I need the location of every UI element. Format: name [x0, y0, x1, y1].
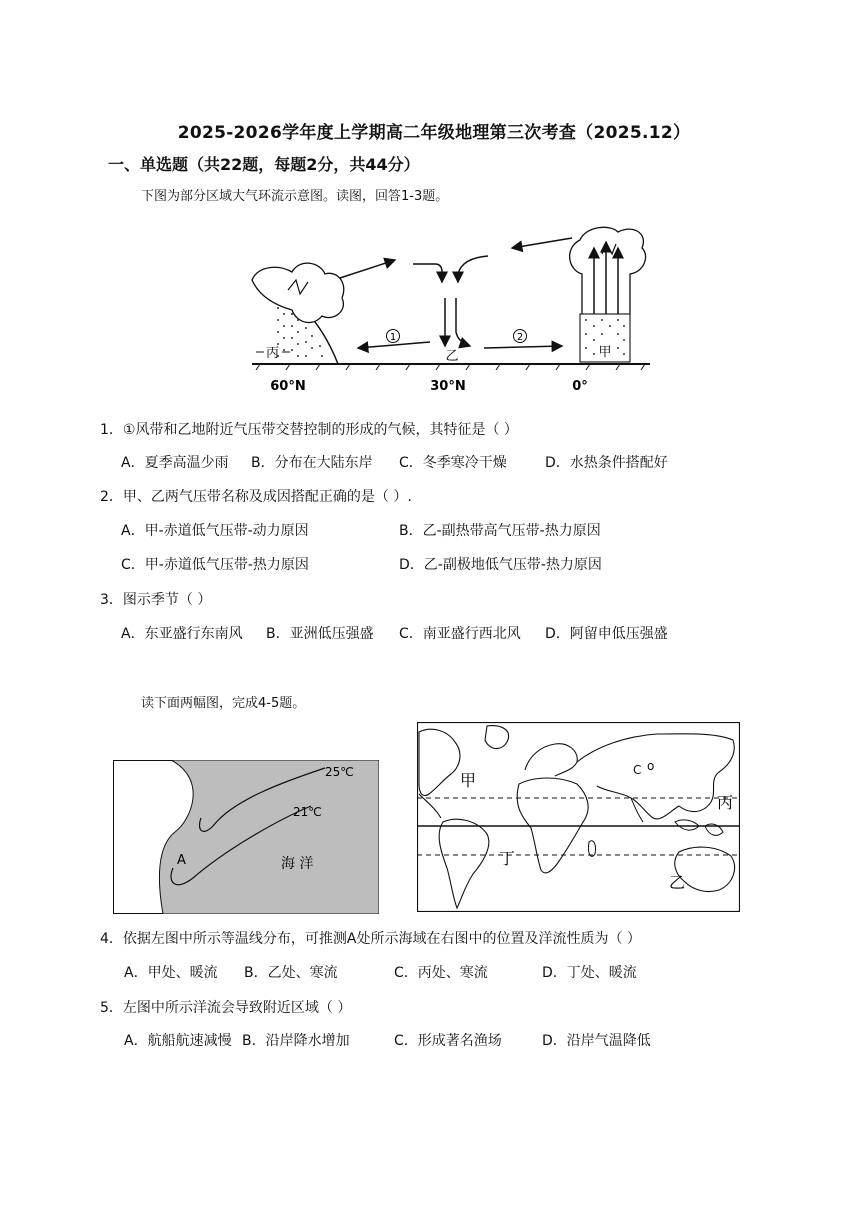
intro-text-1: 下图为部分区域大气环流示意图。读图，回答1-3题。: [141, 189, 449, 204]
q4-option-a: A．甲处、暖流: [124, 965, 218, 981]
question-2-stem: 2．甲、乙两气压带名称及成因搭配正确的是（ ）.: [100, 489, 412, 505]
section-heading: 一、单选题（共22题，每题2分，共44分）: [108, 155, 420, 174]
lat-30: 30°N: [430, 379, 466, 394]
svg-text:o: o: [647, 759, 655, 773]
q1-option-d: D．水热条件搭配好: [545, 455, 668, 471]
label-25c: 25℃: [325, 765, 354, 779]
q3-option-c: C．南亚盛行西北风: [399, 626, 521, 642]
isotherm-map: [113, 760, 379, 914]
q5-option-c: C．形成著名渔场: [394, 1033, 502, 1049]
q3-option-a: A．东亚盛行东南风: [121, 626, 243, 642]
label-yi: 乙: [445, 349, 459, 364]
intro-text-2: 读下面两幅图，完成4-5题。: [141, 696, 306, 711]
ocean-area: [159, 760, 379, 914]
svg-text:C: C: [633, 763, 642, 777]
q2-option-d: D．乙-副极地低气压带-热力原因: [399, 557, 602, 573]
question-4-stem: 4．依据左图中所示等温线分布，可推测A处所示海域在右图中的位置及洋流性质为（ ）: [100, 931, 641, 947]
q2-option-c: C．甲-赤道低气压带-热力原因: [121, 557, 309, 573]
map-label-ding: 丁: [499, 849, 516, 868]
q5-option-b: B．沿岸降水增加: [242, 1033, 350, 1049]
question-1-stem: 1．①风带和乙地附近气压带交替控制的形成的气候，其特征是（ ）: [100, 422, 518, 438]
q4-option-b: B．乙处、寒流: [244, 965, 338, 981]
q5-option-d: D．沿岸气温降低: [542, 1033, 651, 1049]
cloud-right: [570, 227, 646, 314]
map-label-jia: 甲: [460, 771, 477, 790]
cloud-left: [252, 263, 344, 322]
label-bing: 丙: [266, 346, 280, 361]
q1-option-c: C．冬季寒冷干燥: [399, 455, 507, 471]
q2-option-a: A．甲-赤道低气压带-动力原因: [121, 523, 309, 539]
lat-0: 0°: [572, 379, 588, 394]
label-a: A: [177, 853, 186, 868]
question-5-stem: 5．左图中所示洋流会导致附近区域（ ）: [100, 1000, 352, 1016]
q4-option-c: C．丙处、寒流: [394, 965, 488, 981]
label-21c: 21℃: [293, 805, 322, 819]
world-map: [417, 722, 740, 912]
q1-option-a: A．夏季高温少雨: [121, 455, 229, 471]
q3-option-d: D．阿留申低压强盛: [545, 626, 668, 642]
q4-option-d: D．丁处、暖流: [542, 965, 637, 981]
label-ocean: 海 洋: [281, 856, 314, 872]
q3-option-b: B．亚洲低压强盛: [266, 626, 374, 642]
q2-option-b: B．乙-副热带高气压带-热力原因: [399, 523, 601, 539]
q1-option-b: B．分布在大陆东岸: [251, 455, 373, 471]
page-title: 2025-2026学年度上学期高二年级地理第三次考查（2025.12）: [177, 123, 691, 143]
circle-1-label: 1: [389, 332, 397, 343]
q5-option-a: A．航船航速减慢: [124, 1033, 232, 1049]
map-label-yi: 乙: [669, 873, 686, 892]
label-jia: 甲: [598, 345, 612, 360]
circulation-diagram: [230, 218, 670, 396]
lat-60: 60°N: [270, 379, 306, 394]
circle-2-label: 2: [516, 332, 524, 343]
map-label-bing: 丙: [717, 793, 734, 812]
question-3-stem: 3．图示季节（ ）: [100, 592, 212, 608]
